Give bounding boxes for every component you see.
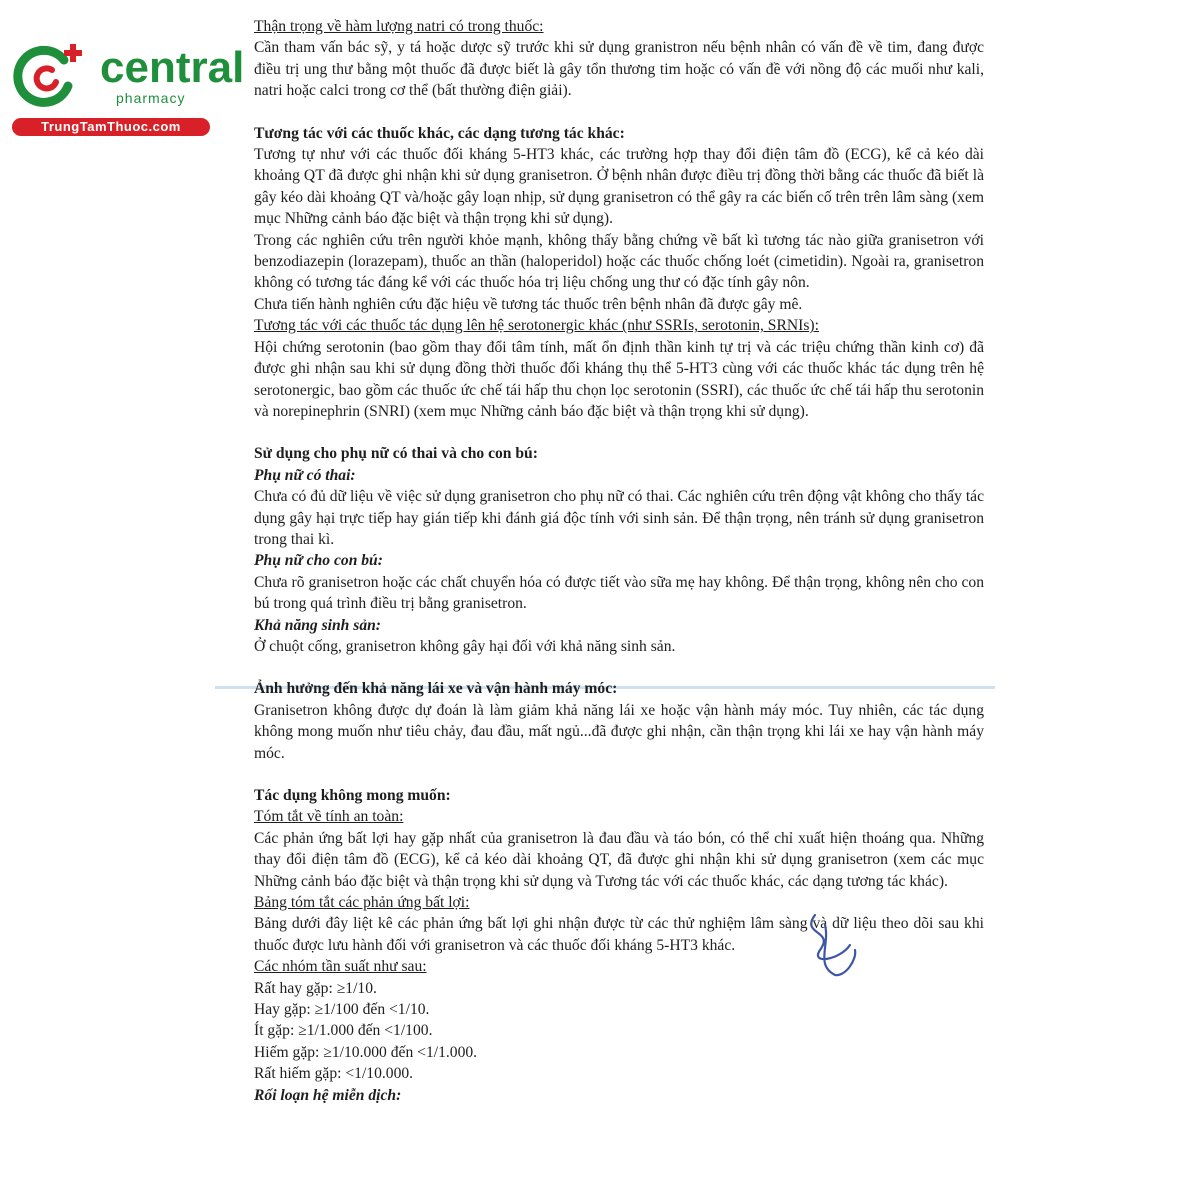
brand-name: central [100, 43, 245, 92]
document-body [254, 16, 984, 1106]
paragraph: Hội chứng serotonin (bao gồm thay đổi tâm tính, mất ổn định thần kinh tự trị và các triệu chứng thần kinh cơ) đã được ghi nhận sau khi sử dụng đồng thời thuốc đối kháng thụ thể 5-HT3 cùng với các thuốc khác tác dụng trên hệ serotonergic, bao gồm các thuốc ức chế tái hấp thu chọn lọc serotonin (SSRI), các thuốc ức chế tái hấp thu serotonin và norepinephrin (SNRI) (xem mục Những cảnh báo đặc biệt và thận trọng khi sử dụng). [254, 338, 984, 420]
subsection-title-breastfeeding: Phụ nữ cho con bú: [254, 552, 383, 570]
subsection-title-serotonergic: Tương tác với các thuốc tác dụng lên hệ serotonergic khác (như SSRIs, serotonin, SRNIs): [254, 317, 819, 335]
section-title-sodium: Thận trọng về hàm lượng natri có trong thuốc: [254, 18, 544, 35]
brand-logo [12, 40, 245, 135]
subsection-title-pregnant: Phụ nữ có thai: [254, 466, 356, 484]
paragraph: Cần tham vấn bác sỹ, y tá hoặc dược sỹ trước khi sử dụng granistron nếu bệnh nhân có vấn đề về tim, đang được điều trị ung thư bằng một thuốc đã được biết là gây tổn thương tim hoặc có vấn đề với nồng độ các muối như kali, natri hoặc calci trong cơ thể (bất thường điện giải). [254, 39, 984, 100]
paragraph: Chưa rõ granisetron hoặc các chất chuyển hóa có được tiết vào sữa mẹ hay không. Để thận trọng, không nên cho con bú trong quá trình điều trị bằng granisetron. [254, 573, 984, 613]
subsection-title-fertility: Khả năng sinh sản: [254, 616, 381, 634]
paragraph: Trong các nghiên cứu trên người khỏe mạnh, không thấy bằng chứng về bất kì tương tác nào giữa granisetron với benzodiazepin (lorazepam), thuốc an thần (haloperidol) hoặc các thuốc chống loét (cimetidin). Ngoài ra, granisetron không có tương tác đáng kể với các thuốc hóa trị liệu chống ung thư có đặc tính gây nôn. [254, 231, 984, 292]
frequency-item: Hay gặp: ≥1/100 đến <1/10. [254, 1001, 430, 1019]
subsection-title-safety-summary: Tóm tắt về tính an toàn: [254, 808, 404, 826]
paragraph: Các phản ứng bất lợi hay gặp nhất của granisetron là đau đầu và táo bón, có thể chỉ xuất hiện thoáng qua. Những thay đổi điện tâm đồ (ECG), kể cả kéo dài khoảng QT, đã được ghi nhận khi sử dụng granisetron (xem các mục Những cảnh báo đặc biệt và thận trọng khi sử dụng và Tương tác với các thuốc khác, các dạng tương tác khác). [254, 829, 984, 890]
paragraph: Bảng dưới đây liệt kê các phản ứng bất lợi ghi nhận được từ các thử nghiệm lâm sàng và dữ liệu theo dõi sau khi thuốc được lưu hành đối với granisetron và các thuốc đối kháng 5-HT3 khác. [254, 915, 984, 954]
frequency-item: Hiếm gặp: ≥1/10.000 đến <1/1.000. [254, 1043, 478, 1061]
section-title-pregnancy: Sử dụng cho phụ nữ có thai và cho con bú: [254, 445, 538, 463]
frequency-item: Rất hiếm gặp: <1/10.000. [254, 1065, 414, 1083]
signature-icon [795, 905, 865, 985]
brand-subtitle: pharmacy [116, 90, 186, 106]
frequency-item: Rất hay gặp: ≥1/10. [254, 979, 377, 997]
subsection-title-adverse-table: Bảng tóm tắt các phản ứng bất lợi: [254, 894, 470, 912]
subsection-title-frequency: Các nhóm tần suất như sau: [254, 958, 427, 976]
paragraph: Chưa tiến hành nghiên cứu đặc hiệu về tương tác thuốc trên bệnh nhân đã được gây mê. [254, 295, 803, 313]
paragraph: Tương tự như với các thuốc đối kháng 5-HT3 khác, các trường hợp thay đổi điện tâm đồ (ECG), kể cả kéo dài khoảng QT đã được ghi nhận khi sử dụng granisetron. Ở bệnh nhân được điều trị đồng thời bằng các thuốc đã biết là gây kéo dài khoảng QT và/hoặc gây loạn nhịp, sử dụng granisetron có thể gây ra các biến cố trên trên lâm sàng (xem mục Những cảnh báo đặc biệt và thận trọng khi sử dụng). [254, 146, 984, 228]
paragraph: Ở chuột cống, granisetron không gây hại đối với khả năng sinh sản. [254, 637, 676, 655]
brand-url: TrungTamThuoc.com [12, 118, 210, 136]
paragraph: Chưa có đủ dữ liệu về việc sử dụng granisetron cho phụ nữ có thai. Các nghiên cứu trên động vật không cho thấy tác dụng gây hại trực tiếp hay gián tiếp khi đánh giá độc tính với sinh sản. Để thận trọng, nên tránh sử dụng granisetron trong thai kì. [254, 488, 984, 548]
section-title-driving: Ảnh hưởng đến khả năng lái xe và vận hành máy móc: [254, 680, 618, 698]
paragraph: Granisetron không được dự đoán là làm giảm khả năng lái xe hoặc vận hành máy móc. Tuy nhiên, các tác dụng không mong muốn như tiêu chảy, đau đầu, mất ngủ...đã được ghi nhận, cần thận trọng khi lái xe hay vận hành máy móc. [254, 701, 984, 762]
frequency-item: Ít gặp: ≥1/1.000 đến <1/100. [254, 1022, 433, 1040]
section-title-interactions: Tương tác với các thuốc khác, các dạng tương tác khác: [254, 124, 625, 142]
section-title-adverse-effects: Tác dụng không mong muốn: [254, 787, 451, 804]
subsection-title-immune: Rối loạn hệ miễn dịch: [254, 1086, 402, 1104]
central-pharmacy-logo-icon [12, 40, 92, 110]
